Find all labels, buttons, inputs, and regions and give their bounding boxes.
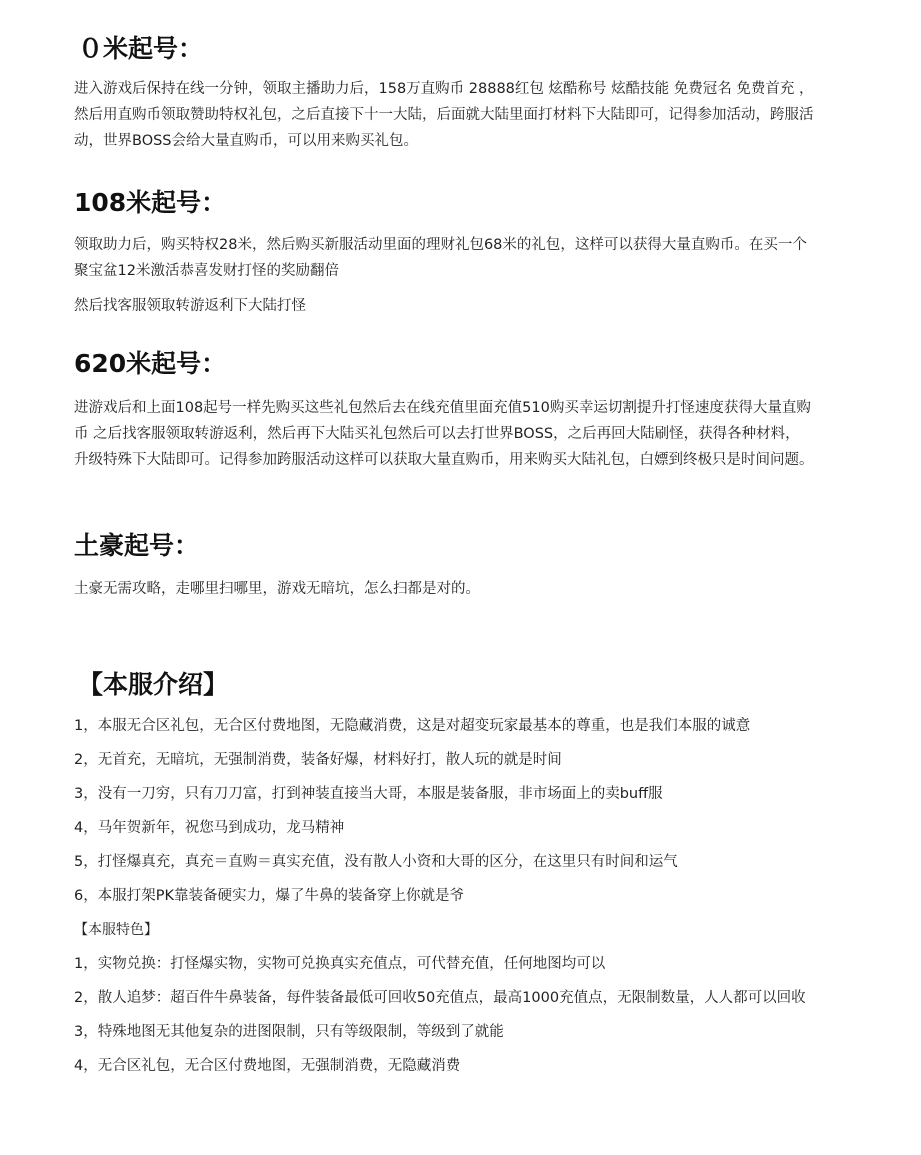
intro-item: 2，无首充，无暗坑，无强制消费，装备好爆，材料好打，散人玩的就是时间 xyxy=(74,752,562,768)
intro-list xyxy=(74,713,814,1087)
section-body-0: 进入游戏后保持在线一分钟，领取主播助力后，158万直购币 28888红包 炫酷称号 炫酷技能 免费冠名 免费首充 ，然后用直购币领取赞助特权礼包，之后直接下十一大陆，后面就大陆里面打材料下大陆即可，记得参加活动，跨服活动，世界BOSS会给大量直购币，可以用来购买礼包。 xyxy=(74,81,814,149)
intro-item: 4，马年贺新年，祝您马到成功，龙马精神 xyxy=(74,820,345,836)
features-title: 【本服特色】 xyxy=(74,922,158,938)
feature-item: 2，散人追梦：超百件牛鼻装备，每件装备最低可回收50充值点，最高1000充值点，无限制数量，人人都可以回收 xyxy=(74,990,806,1006)
section-body-108-a: 领取助力后，购买特权28米，然后购买新服活动里面的理财礼包68米的礼包，这样可以获得大量直购币。在买一个聚宝盆12米激活恭喜发财打怪的奖励翻倍 xyxy=(74,237,807,279)
feature-item: 1，实物兑换：打怪爆实物，实物可兑换真实充值点，可代替充值，任何地图均可以 xyxy=(74,956,606,972)
intro-item: 6，本服打架PK靠装备硬实力，爆了牛鼻的装备穿上你就是爷 xyxy=(74,888,464,904)
section-title-108: 108米起号： xyxy=(74,188,227,217)
section-title-tuhao: 土豪起号： xyxy=(74,531,200,560)
section-title-620: 620米起号： xyxy=(74,349,227,378)
intro-title: 【本服介绍】 xyxy=(78,670,229,699)
feature-item: 3，特殊地图无其他复杂的进图限制，只有等级限制，等级到了就能 xyxy=(74,1024,504,1040)
intro-item: 3，没有一刀穷，只有刀刀富，打到神装直接当大哥，本服是装备服，非市场面上的卖buff服 xyxy=(74,786,663,802)
section-body-108-b: 然后找客服领取转游返利下大陆打怪 xyxy=(74,298,306,314)
section-body-tuhao: 土豪无需攻略，走哪里扫哪里，游戏无暗坑，怎么扫都是对的。 xyxy=(74,581,480,597)
intro-item: 1，本服无合区礼包，无合区付费地图，无隐藏消费，这是对超变玩家最基本的尊重，也是我们本服的诚意 xyxy=(74,718,751,734)
intro-item: 5，打怪爆真充，真充＝直购＝真实充值，没有散人小资和大哥的区分，在这里只有时间和运气 xyxy=(74,854,678,870)
section-body-620: 进游戏后和上面108起号一样先购买这些礼包然后去在线充值里面充值510购买幸运切割提升打怪速度获得大量直购币 之后找客服领取转游返利，然后再下大陆买礼包然后可以去打世界BOSS，之后再回大陆刷怪，获得各种材料，升级特殊下大陆即可。记得参加跨服活动这样可以获取大量直购币，用来购买大陆礼包，白嫖到终极只是时间问题。 xyxy=(74,400,814,468)
feature-item: 4，无合区礼包，无合区付费地图，无强制消费，无隐藏消费 xyxy=(74,1058,461,1074)
section-title-0: ０米起号： xyxy=(78,34,204,63)
